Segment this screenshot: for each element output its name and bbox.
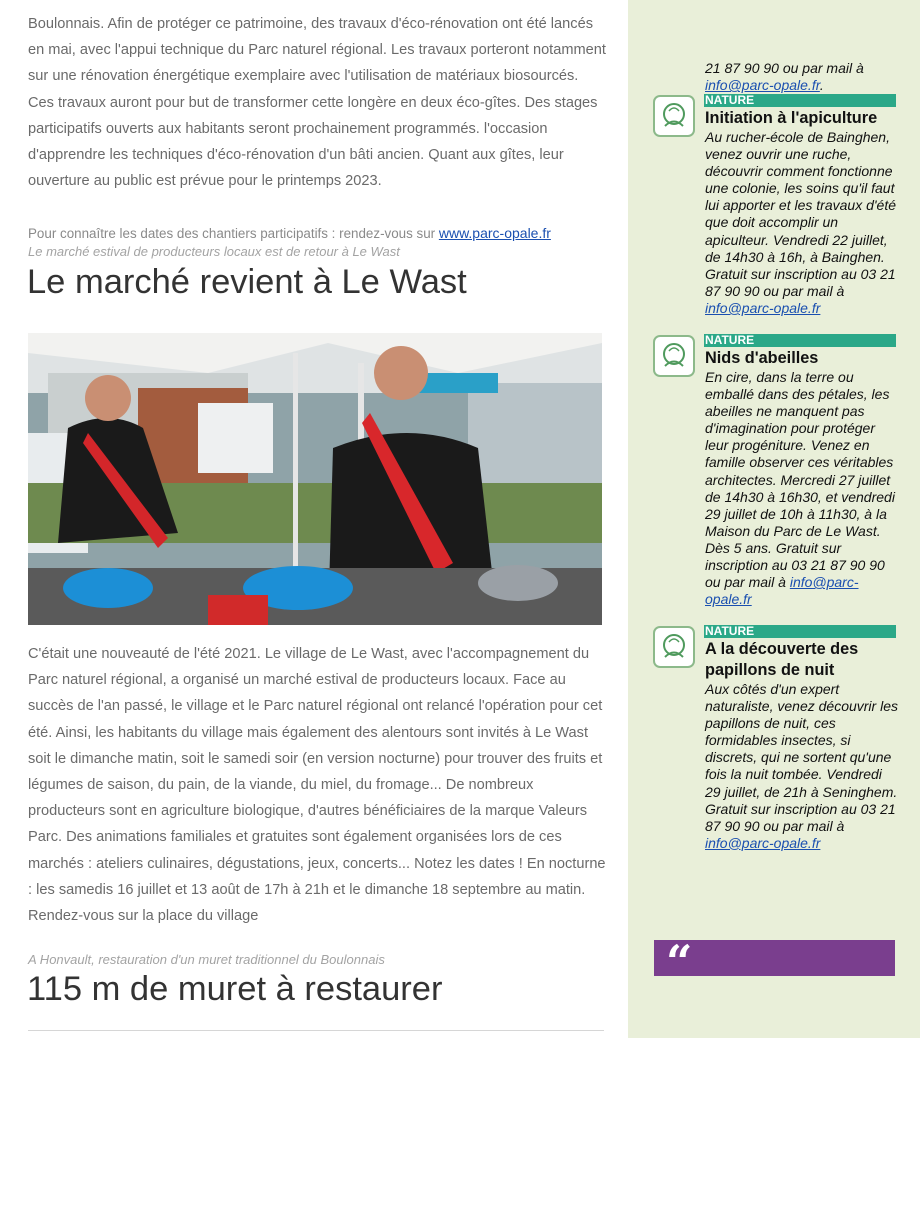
email-link[interactable]: info@parc-opale.fr: [705, 77, 820, 94]
article-title: Le marché revient à Le Wast: [27, 263, 467, 301]
event-tag: NATURE: [704, 94, 896, 107]
event-description: [705, 681, 901, 852]
event-body: Aux côtés d'un expert naturaliste, venez découvrir les papillons de nuit, ces formidables insectes, si discrets, qui ne sortent qu'une fois la nuit tombée. Vendredi 29 juillet, de 21h à Seninghem. Gratuit sur inscription au 03 21 87 90 90 ou par mail à: [705, 681, 898, 834]
article-paragraph-market: C'était une nouveauté de l'été 2021. Le village de Le Wast, avec l'accompagnement du Parc naturel régional, a organisé un marché estival de producteurs locaux. Face au succès de l'an passé, le village et le Parc naturel régional ont relancé l'opération pour cet été. Ainsi, les habitants du village mais également des alentours sont invités à Le Wast soit le dimanche matin, soit le samedi soir (en version nocturne) pour trouver des fruits et légumes de saison, du pain, de la viande, du miel, du fromage... De nombreux producteurs sont en agriculture biologique, d'autres bénéficiaires de la marque Valeurs Parc. Des animations familiales et gratuites sont également organisées lors de ces marchés : ateliers culinaires, dégustations, jeux, concerts... Notez les dates ! En nocturne : les samedis 16 juillet et 13 août de 17h à 21h et le dimanche 18 septembre au matin. Rendez-vous sur la place du village: [28, 646, 606, 925]
market-photo: [28, 333, 602, 625]
quote-icon: “: [666, 935, 693, 989]
park-logo-icon: [653, 626, 695, 668]
article-title-muret: 115 m de muret à restaurer: [27, 970, 443, 1008]
note-text: Pour connaître les dates des chantiers participatifs : rendez-vous sur: [28, 226, 439, 241]
email-link[interactable]: info@parc-opale.fr: [705, 834, 821, 851]
article-paragraph: Boulonnais. Afin de protéger ce patrimoine, des travaux d'éco-rénovation ont été lancés en mai, avec l'appui technique du Parc naturel régional. Les travaux porteront notamment sur une rénovation énergétique exemplaire avec l'utilisation de matériaux biosourcés. Ces travaux auront pour but de transformer cette longère en deux éco-gîtes. Des stages participatifs ouverts aux habitants seront prochainement programmés. l'occasion d'apprendre les techniques d'éco-rénovation d'un bâti ancien. Quant aux gîtes, leur ouverture au public est prévue pour le printemps 2023.: [28, 16, 606, 190]
event-body: Au rucher-école de Bainghen, venez ouvrir une ruche, découvrir comment fonctionne une colonie, les soins qu'il faut lui apporter et les travaux d'été que doit accomplir un apiculteur. Vendredi 22 juillet, de 14h30 à 16h, à Bainghen. Gratuit sur inscription au 03 21 87 90 90 ou par mail à: [705, 129, 897, 299]
event-body: En cire, dans la terre ou emballé dans des pétales, les abeilles ne manquent pas d'imagination pour protéger leur progéniture. Venez en famille observer ces véritables architectes. Mercredi 27 juillet de 14h30 à 16h30, et vendredi 29 juillet de 10h à 11h30, à la Maison du Parc de Le Wast. Dès 5 ans. Gratuit sur inscription au 03 21 87 90 90 ou par mail à: [705, 369, 895, 591]
parc-opale-link[interactable]: www.parc-opale.fr: [438, 225, 551, 241]
email-link[interactable]: info@parc-opale.fr: [705, 299, 821, 316]
section-divider: [28, 1030, 604, 1031]
event-title: Initiation à l'apiculture: [705, 109, 878, 127]
email-link[interactable]: info@parc-opale.fr: [705, 574, 859, 608]
sidebar-top-label: 21 87 90 90 ou par mail à: [705, 60, 864, 76]
park-logo-icon: [653, 335, 695, 377]
event-title: A la découverte des papillons de nuit: [705, 640, 859, 679]
photo-caption-muret: A Honvault, restauration d'un muret traditionnel du Boulonnais: [28, 952, 385, 967]
sidebar-top-text: [705, 60, 901, 94]
event-title: Nids d'abeilles: [705, 349, 819, 367]
quote-banner: [654, 935, 895, 989]
event-description: [705, 369, 901, 608]
event-tag: NATURE: [704, 625, 896, 638]
event-tag: NATURE: [704, 334, 896, 347]
park-logo-icon: [653, 95, 695, 137]
sidebar-top-after: .: [819, 77, 824, 94]
event-description: [705, 129, 901, 317]
participatory-note: [28, 225, 551, 241]
photo-caption: Le marché estival de producteurs locaux est de retour à Le Wast: [28, 244, 400, 259]
